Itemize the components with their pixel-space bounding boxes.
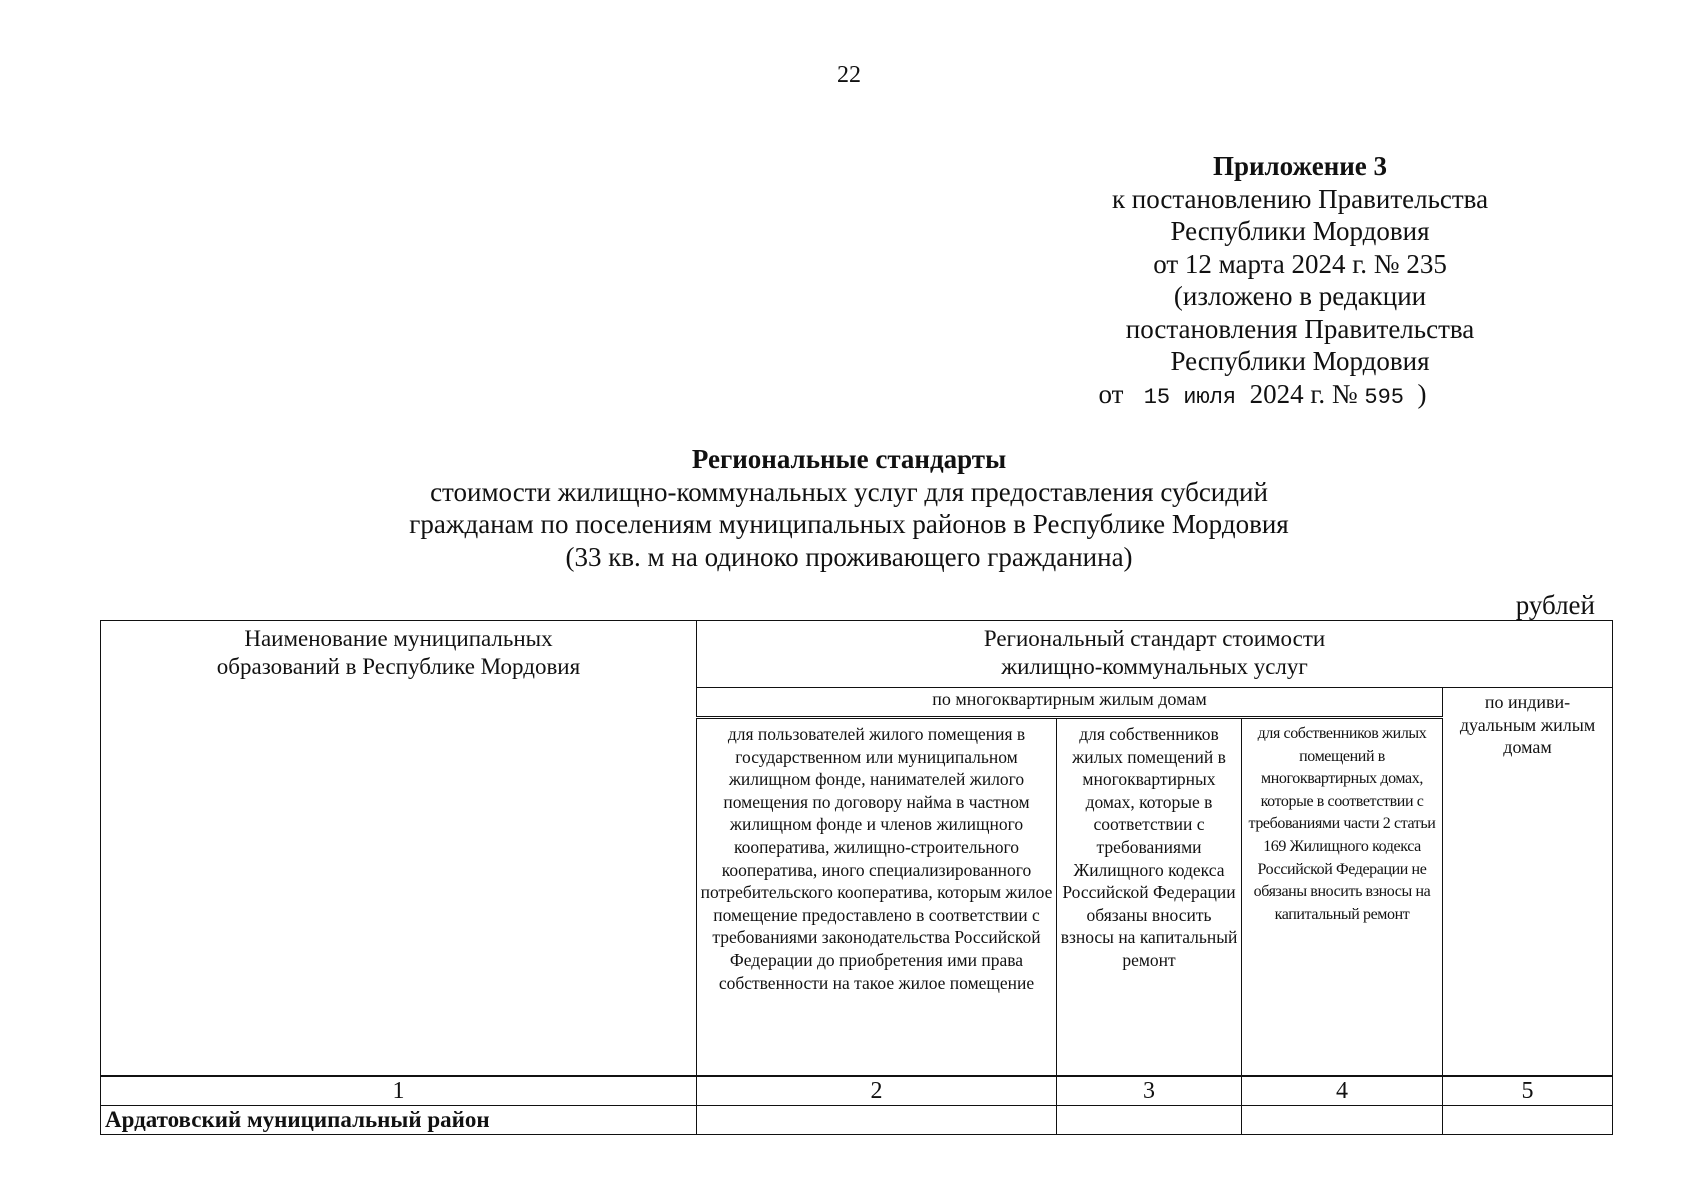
appendix-title: Приложение 3 xyxy=(1212,151,1388,181)
table-header-row xyxy=(101,621,1613,688)
header-mkd-cell: по многоквартирным жилым домам xyxy=(697,688,1443,718)
column-number: 3 xyxy=(1057,1076,1242,1106)
table-row xyxy=(101,1106,1613,1135)
header-col4-desc: для собственников жилых помещений в многоквартирных домах, которые в соответствии с требованиями части 2 статьи 169 Жилищного кодекса Российской Федерации не обязаны вносить взносы на капитальный ремонт xyxy=(1242,718,1443,1077)
date-prefix: от xyxy=(1098,378,1124,409)
page-number: 22 xyxy=(837,62,861,88)
title-heading: Региональные стандарты xyxy=(691,444,1007,474)
region-name-cell: Ардатовский муниципальный район xyxy=(101,1106,697,1135)
appendix-block xyxy=(1100,150,1500,414)
header-regional-cell: Региональный стандарт стоимости жилищно-коммунальных услуг xyxy=(697,621,1613,688)
header-col3-desc: для собственников жилых помещений в многоквартирных домах, которые в соответствии с требованиями Жилищного кодекса Российской Федерации обязаны вносить взносы на капитальный ремонт xyxy=(1057,718,1242,1077)
date-year: 2024 г. № xyxy=(1249,378,1358,409)
appendix-line: от 12 марта 2024 г. № 235 xyxy=(1153,248,1447,279)
title-line: гражданам по поселениям муниципальных районов в Республике Мордовия xyxy=(409,509,1289,539)
appendix-line: Республики Мордовия xyxy=(1170,346,1430,376)
date-day-month: 15 июля xyxy=(1143,384,1237,410)
appendix-line: постановления Правительства xyxy=(1125,313,1475,344)
column-number: 5 xyxy=(1443,1076,1613,1106)
appendix-date-line xyxy=(1025,378,1500,415)
column-number: 1 xyxy=(101,1076,697,1106)
column-number: 2 xyxy=(697,1076,1057,1106)
date-number: 595 xyxy=(1364,384,1405,410)
units-label: рублей xyxy=(1515,590,1595,620)
value-cell xyxy=(697,1106,1057,1135)
document-title xyxy=(0,443,1698,573)
appendix-line: к постановлению Правительства xyxy=(1111,183,1489,214)
column-number: 4 xyxy=(1242,1076,1443,1106)
appendix-line: (изложено в редакции xyxy=(1173,281,1427,311)
title-line: (33 кв. м на одиноко проживающего гражданина) xyxy=(565,541,1133,572)
value-cell xyxy=(1443,1106,1613,1135)
header-col2-desc: для пользователей жилого помещения в государственном или муниципальном жилищном фонде, нанимателей жилого помещения по договору найма в частном жилищном фонде и членов жилищного кооператива, жилищно-строительного кооператива, иного специализированного потребительского кооператива, которым жилое помещение предоставлено в соответствии с требованиями законодательства Российской Федерации до приобретения ими права собственности на такое жилое помещение xyxy=(697,718,1057,1077)
date-close: ) xyxy=(1417,378,1427,409)
value-cell xyxy=(1057,1106,1242,1135)
standards-table xyxy=(100,620,1613,1135)
header-name-cell: Наименование муниципальных образований в Республике Мордовия xyxy=(101,621,697,1077)
title-line: стоимости жилищно-коммунальных услуг для предоставления субсидий xyxy=(430,476,1268,507)
header-individual-cell: по индиви-дуальным жилым домам xyxy=(1443,688,1613,1077)
appendix-line: Республики Мордовия xyxy=(1170,216,1430,246)
column-numbers-row xyxy=(101,1076,1613,1106)
value-cell xyxy=(1242,1106,1443,1135)
